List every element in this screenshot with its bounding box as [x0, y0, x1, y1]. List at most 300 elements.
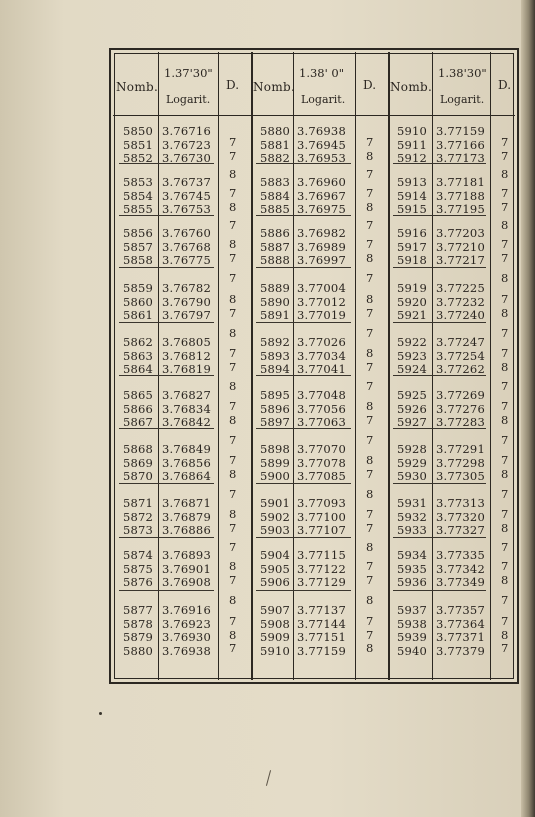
- table-difference-cell: 8: [366, 199, 374, 214]
- group-rule: [393, 163, 486, 164]
- table-number-cell: 5889: [260, 281, 291, 295]
- table-difference-cell: 7: [501, 539, 509, 554]
- table-difference-cell: 7: [229, 486, 237, 501]
- table-number-cell: 5930: [397, 469, 428, 483]
- table-number-cell: 5878: [123, 617, 154, 631]
- table-number-cell: 5852: [123, 151, 154, 165]
- table-logarithm-cell: 3.77276: [436, 402, 485, 416]
- table-difference-cell: 8: [229, 325, 237, 340]
- table-difference-cell: 7: [501, 148, 509, 163]
- table-logarithm-cell: 3.77342: [436, 562, 485, 576]
- table-difference-cell: 8: [366, 453, 374, 467]
- table-number-cell: 5892: [260, 335, 291, 349]
- table-difference-cell: 7: [366, 559, 374, 573]
- table-difference-cell: 7: [501, 399, 509, 413]
- difference-header: D.: [363, 78, 377, 92]
- table-difference-cell: 8: [366, 641, 374, 655]
- table-logarithm-cell: 3.77188: [436, 189, 485, 203]
- table-logarithm-cell: 3.77144: [297, 617, 346, 631]
- table-logarithm-cell: 3.77335: [436, 548, 485, 562]
- table-number-cell: 5903: [260, 523, 291, 537]
- table-difference-cell: 8: [366, 148, 374, 163]
- table-logarithm-cell: 3.77269: [436, 388, 485, 402]
- table-difference-cell: 7: [229, 148, 237, 163]
- table-difference-cell: 7: [501, 559, 509, 573]
- table-difference-cell: 7: [501, 507, 509, 521]
- table-number-cell: 5925: [397, 388, 428, 402]
- group-rule: [119, 267, 214, 268]
- table-logarithm-cell: 3.76879: [162, 510, 211, 524]
- group-rule: [119, 537, 214, 538]
- angle-header: 1.38' 0": [299, 66, 345, 80]
- table-number-cell: 5922: [397, 335, 428, 349]
- table-logarithm-cell: 3.76805: [162, 335, 211, 349]
- table-number-cell: 5893: [260, 349, 291, 363]
- table-number-cell: 5897: [260, 415, 291, 429]
- table-logarithm-cell: 3.77320: [436, 510, 485, 524]
- table-difference-cell: 7: [229, 641, 237, 655]
- table-logarithm-cell: 3.76819: [162, 362, 211, 376]
- table-logarithm-cell: 3.77034: [297, 349, 346, 363]
- table-difference-cell: 8: [229, 167, 237, 181]
- table-difference-cell: 8: [229, 412, 237, 427]
- table-difference-cell: 7: [366, 135, 374, 149]
- table-difference-cell: 7: [501, 486, 509, 501]
- table-number-cell: 5932: [397, 510, 428, 524]
- group-rule: [256, 428, 351, 429]
- table-difference-cell: 7: [501, 199, 509, 214]
- table-logarithm-cell: 3.76916: [162, 603, 211, 617]
- table-number-cell: 5867: [123, 415, 154, 429]
- block-separator: [388, 52, 390, 680]
- group-rule: [256, 322, 351, 323]
- table-logarithm-cell: 3.77357: [436, 603, 485, 617]
- table-difference-cell: 7: [501, 186, 509, 200]
- table-logarithm-cell: 3.76797: [162, 308, 211, 322]
- table-difference-cell: 8: [229, 507, 237, 521]
- table-difference-cell: 7: [501, 292, 509, 306]
- table-logarithm-cell: 3.77364: [436, 617, 485, 631]
- table-logarithm-cell: 3.77107: [297, 523, 346, 537]
- table-logarithm-cell: 3.76908: [162, 575, 211, 589]
- table-difference-cell: 8: [229, 466, 237, 481]
- table-difference-cell: 8: [501, 359, 509, 374]
- table-logarithm-cell: 3.76775: [162, 253, 211, 267]
- table-logarithm-cell: 3.77254: [436, 349, 485, 363]
- table-number-cell: 5888: [260, 253, 291, 267]
- table-number-cell: 5880: [260, 124, 291, 138]
- table-number-cell: 5863: [123, 349, 154, 363]
- table-difference-cell: 7: [501, 346, 509, 360]
- table-logarithm-cell: 3.77070: [297, 442, 346, 456]
- table-number-cell: 5909: [260, 630, 291, 644]
- column-separator: [158, 52, 159, 680]
- table-number-cell: 5880: [123, 644, 154, 658]
- table-number-cell: 5901: [260, 496, 291, 510]
- table-difference-cell: 8: [366, 346, 374, 360]
- table-number-cell: 5875: [123, 562, 154, 576]
- table-difference-cell: 8: [229, 559, 237, 573]
- table-logarithm-cell: 3.77283: [436, 415, 485, 429]
- table-logarithm-cell: 3.77217: [436, 253, 485, 267]
- table-number-cell: 5919: [397, 281, 428, 295]
- angle-header: 1.37'30": [164, 66, 213, 80]
- table-logarithm-cell: 3.76760: [162, 226, 211, 240]
- table-logarithm-cell: 3.77232: [436, 295, 485, 309]
- table-difference-cell: 7: [501, 641, 509, 655]
- table-logarithm-cell: 3.76730: [162, 151, 211, 165]
- table-number-cell: 5860: [123, 295, 154, 309]
- table-logarithm-cell: 3.77305: [436, 469, 485, 483]
- group-rule: [393, 428, 486, 429]
- table-difference-cell: 7: [501, 237, 509, 251]
- table-number-cell: 5940: [397, 644, 428, 658]
- table-number-cell: 5929: [397, 456, 428, 470]
- table-number-cell: 5877: [123, 603, 154, 617]
- group-rule: [119, 163, 214, 164]
- table-number-cell: 5904: [260, 548, 291, 562]
- table-logarithm-cell: 3.77129: [297, 575, 346, 589]
- table-logarithm-cell: 3.76953: [297, 151, 346, 165]
- table-difference-cell: 7: [229, 135, 237, 149]
- table-difference-cell: 8: [501, 305, 509, 320]
- table-logarithm-cell: 3.77298: [436, 456, 485, 470]
- table-difference-cell: 8: [501, 466, 509, 481]
- group-rule: [393, 537, 486, 538]
- table-difference-cell: 7: [229, 359, 237, 374]
- table-number-cell: 5855: [123, 202, 154, 216]
- table-number-cell: 5918: [397, 253, 428, 267]
- header-rule: [113, 115, 515, 116]
- table-number-cell: 5935: [397, 562, 428, 576]
- table-logarithm-cell: 3.76945: [297, 138, 346, 152]
- angle-header: 1.38'30": [438, 66, 487, 80]
- table-difference-cell: 7: [366, 379, 374, 393]
- table-number-cell: 5899: [260, 456, 291, 470]
- table-difference-cell: 8: [501, 271, 509, 285]
- table-number-cell: 5926: [397, 402, 428, 416]
- table-difference-cell: 7: [366, 614, 374, 628]
- table-number-cell: 5872: [123, 510, 154, 524]
- group-rule: [393, 590, 486, 591]
- table-number-cell: 5912: [397, 151, 428, 165]
- logarithm-header: Logarit.: [166, 93, 211, 106]
- table-logarithm-cell: 3.77166: [436, 138, 485, 152]
- group-rule: [256, 537, 351, 538]
- column-separator: [432, 52, 433, 680]
- table-logarithm-cell: 3.77159: [297, 644, 346, 658]
- table-logarithm-cell: 3.77195: [436, 202, 485, 216]
- table-number-cell: 5910: [260, 644, 291, 658]
- nomb-header: Nomb.: [116, 80, 159, 94]
- difference-header: D.: [498, 78, 512, 92]
- table-difference-cell: 8: [366, 486, 374, 501]
- table-number-cell: 5910: [397, 124, 428, 138]
- table-logarithm-cell: 3.76745: [162, 189, 211, 203]
- table-number-cell: 5870: [123, 469, 154, 483]
- table-difference-cell: 7: [366, 218, 374, 232]
- group-rule: [119, 322, 214, 323]
- table-difference-cell: 7: [229, 250, 237, 265]
- table-logarithm-cell: 3.76782: [162, 281, 211, 295]
- table-logarithm-cell: 3.77262: [436, 362, 485, 376]
- table-number-cell: 5914: [397, 189, 428, 203]
- group-rule: [393, 375, 486, 376]
- table-difference-cell: 7: [366, 412, 374, 427]
- table-logarithm-cell: 3.77056: [297, 402, 346, 416]
- table-logarithm-cell: 3.76975: [297, 202, 346, 216]
- table-number-cell: 5885: [260, 202, 291, 216]
- table-logarithm-cell: 3.76938: [297, 124, 346, 138]
- column-separator: [355, 52, 356, 680]
- table-logarithm-cell: 3.77115: [297, 548, 346, 562]
- table-logarithm-cell: 3.76856: [162, 456, 211, 470]
- table-difference-cell: 7: [366, 325, 374, 340]
- table-logarithm-cell: 3.76723: [162, 138, 211, 152]
- table-difference-cell: 7: [229, 218, 237, 232]
- table-number-cell: 5913: [397, 175, 428, 189]
- table-number-cell: 5906: [260, 575, 291, 589]
- table-number-cell: 5921: [397, 308, 428, 322]
- group-rule: [119, 590, 214, 591]
- table-number-cell: 5873: [123, 523, 154, 537]
- table-logarithm-cell: 3.77247: [436, 335, 485, 349]
- table-difference-cell: 8: [229, 237, 237, 251]
- table-number-cell: 5864: [123, 362, 154, 376]
- table-difference-cell: 8: [366, 292, 374, 306]
- table-difference-cell: 7: [229, 305, 237, 320]
- table-logarithm-cell: 3.77181: [436, 175, 485, 189]
- table-logarithm-cell: 3.77173: [436, 151, 485, 165]
- table-logarithm-cell: 3.76893: [162, 548, 211, 562]
- table-logarithm-cell: 3.77004: [297, 281, 346, 295]
- table-difference-cell: 7: [366, 627, 374, 642]
- table-logarithm-cell: 3.77210: [436, 240, 485, 254]
- table-number-cell: 5851: [123, 138, 154, 152]
- table-number-cell: 5917: [397, 240, 428, 254]
- table-logarithm-cell: 3.76982: [297, 226, 346, 240]
- table-logarithm-cell: 3.77240: [436, 308, 485, 322]
- table-difference-cell: 7: [501, 325, 509, 340]
- table-logarithm-cell: 3.77019: [297, 308, 346, 322]
- block-separator: [251, 52, 253, 680]
- table-difference-cell: 8: [501, 412, 509, 427]
- table-logarithm-cell: 3.76901: [162, 562, 211, 576]
- table-logarithm-cell: 3.76812: [162, 349, 211, 363]
- table-number-cell: 5882: [260, 151, 291, 165]
- table-number-cell: 5928: [397, 442, 428, 456]
- table-number-cell: 5881: [260, 138, 291, 152]
- group-rule: [119, 375, 214, 376]
- table-logarithm-cell: 3.77203: [436, 226, 485, 240]
- table-logarithm-cell: 3.76716: [162, 124, 211, 138]
- table-difference-cell: 8: [366, 250, 374, 265]
- table-logarithm-cell: 3.77093: [297, 496, 346, 510]
- table-logarithm-cell: 3.76737: [162, 175, 211, 189]
- table-difference-cell: 7: [366, 167, 374, 181]
- table-number-cell: 5900: [260, 469, 291, 483]
- table-difference-cell: 7: [501, 135, 509, 149]
- table-difference-cell: 8: [501, 520, 509, 535]
- table-number-cell: 5931: [397, 496, 428, 510]
- table-difference-cell: 7: [229, 614, 237, 628]
- table-difference-cell: 7: [229, 432, 237, 447]
- table-difference-cell: 7: [366, 271, 374, 285]
- table-difference-cell: 7: [229, 399, 237, 413]
- table-number-cell: 5936: [397, 575, 428, 589]
- table-logarithm-cell: 3.76960: [297, 175, 346, 189]
- table-difference-cell: 8: [501, 167, 509, 181]
- table-number-cell: 5865: [123, 388, 154, 402]
- table-logarithm-cell: 3.77041: [297, 362, 346, 376]
- group-rule: [119, 215, 214, 216]
- table-number-cell: 5908: [260, 617, 291, 631]
- table-difference-cell: 7: [366, 186, 374, 200]
- table-logarithm-cell: 3.77012: [297, 295, 346, 309]
- table-difference-cell: 8: [229, 627, 237, 642]
- table-number-cell: 5916: [397, 226, 428, 240]
- book-spine-edge: [521, 0, 535, 817]
- column-separator: [293, 52, 294, 680]
- column-separator: [218, 52, 219, 680]
- table-logarithm-cell: 3.77048: [297, 388, 346, 402]
- table-difference-cell: 7: [229, 572, 237, 587]
- table-logarithm-cell: 3.76938: [162, 644, 211, 658]
- table-difference-cell: 7: [229, 539, 237, 554]
- table-difference-cell: 7: [501, 379, 509, 393]
- group-rule: [256, 483, 351, 484]
- table-number-cell: 5853: [123, 175, 154, 189]
- table-number-cell: 5915: [397, 202, 428, 216]
- table-difference-cell: 7: [229, 271, 237, 285]
- table-difference-cell: 8: [229, 593, 237, 607]
- table-number-cell: 5891: [260, 308, 291, 322]
- group-rule: [393, 483, 486, 484]
- table-difference-cell: 8: [366, 399, 374, 413]
- table-logarithm-cell: 3.77085: [297, 469, 346, 483]
- table-number-cell: 5884: [260, 189, 291, 203]
- group-rule: [119, 483, 214, 484]
- table-logarithm-cell: 3.77349: [436, 575, 485, 589]
- table-logarithm-cell: 3.77327: [436, 523, 485, 537]
- column-separator: [490, 52, 491, 680]
- table-difference-cell: 7: [366, 432, 374, 447]
- table-difference-cell: 7: [229, 520, 237, 535]
- table-logarithm-cell: 3.76790: [162, 295, 211, 309]
- table-number-cell: 5883: [260, 175, 291, 189]
- table-logarithm-cell: 3.77137: [297, 603, 346, 617]
- table-number-cell: 5895: [260, 388, 291, 402]
- table-difference-cell: 7: [501, 614, 509, 628]
- table-difference-cell: 8: [229, 292, 237, 306]
- table-number-cell: 5939: [397, 630, 428, 644]
- group-rule: [256, 590, 351, 591]
- logarithm-header: Logarit.: [301, 93, 346, 106]
- table-logarithm-cell: 3.76768: [162, 240, 211, 254]
- table-logarithm-cell: 3.76753: [162, 202, 211, 216]
- table-logarithm-cell: 3.76842: [162, 415, 211, 429]
- table-number-cell: 5874: [123, 548, 154, 562]
- table-number-cell: 5927: [397, 415, 428, 429]
- table-number-cell: 5857: [123, 240, 154, 254]
- group-rule: [393, 215, 486, 216]
- table-difference-cell: 8: [229, 379, 237, 393]
- group-rule: [256, 267, 351, 268]
- table-logarithm-cell: 3.76886: [162, 523, 211, 537]
- table-difference-cell: 7: [366, 359, 374, 374]
- table-number-cell: 5879: [123, 630, 154, 644]
- table-logarithm-cell: 3.76864: [162, 469, 211, 483]
- table-difference-cell: 8: [501, 218, 509, 232]
- table-number-cell: 5890: [260, 295, 291, 309]
- table-logarithm-cell: 3.76834: [162, 402, 211, 416]
- table-logarithm-cell: 3.76923: [162, 617, 211, 631]
- group-rule: [256, 375, 351, 376]
- table-difference-cell: 7: [501, 250, 509, 265]
- table-number-cell: 5876: [123, 575, 154, 589]
- table-logarithm-cell: 3.77100: [297, 510, 346, 524]
- table-difference-cell: 7: [366, 237, 374, 251]
- table-logarithm-cell: 3.76989: [297, 240, 346, 254]
- table-number-cell: 5896: [260, 402, 291, 416]
- table-number-cell: 5937: [397, 603, 428, 617]
- table-number-cell: 5856: [123, 226, 154, 240]
- table-number-cell: 5859: [123, 281, 154, 295]
- table-number-cell: 5902: [260, 510, 291, 524]
- table-logarithm-cell: 3.76871: [162, 496, 211, 510]
- table-logarithm-cell: 3.77159: [436, 124, 485, 138]
- table-number-cell: 5886: [260, 226, 291, 240]
- table-number-cell: 5920: [397, 295, 428, 309]
- table-number-cell: 5854: [123, 189, 154, 203]
- table-difference-cell: 8: [366, 593, 374, 607]
- table-logarithm-cell: 3.77313: [436, 496, 485, 510]
- group-rule: [119, 428, 214, 429]
- table-number-cell: 5861: [123, 308, 154, 322]
- table-logarithm-cell: 3.77225: [436, 281, 485, 295]
- table-logarithm-cell: 3.77078: [297, 456, 346, 470]
- table-difference-cell: 8: [366, 539, 374, 554]
- table-logarithm-cell: 3.76997: [297, 253, 346, 267]
- table-difference-cell: 7: [229, 346, 237, 360]
- table-logarithm-cell: 3.77291: [436, 442, 485, 456]
- table-difference-cell: 7: [229, 453, 237, 467]
- table-number-cell: 5905: [260, 562, 291, 576]
- group-rule: [256, 215, 351, 216]
- table-logarithm-cell: 3.77063: [297, 415, 346, 429]
- nomb-header: Nomb.: [390, 80, 433, 94]
- table-difference-cell: 7: [501, 432, 509, 447]
- table-logarithm-cell: 3.77151: [297, 630, 346, 644]
- table-logarithm-cell: 3.77026: [297, 335, 346, 349]
- table-logarithm-cell: 3.76930: [162, 630, 211, 644]
- table-number-cell: 5923: [397, 349, 428, 363]
- table-logarithm-cell: 3.77379: [436, 644, 485, 658]
- table-number-cell: 5862: [123, 335, 154, 349]
- table-difference-cell: 8: [501, 627, 509, 642]
- ink-speck: [99, 712, 102, 715]
- group-rule: [393, 267, 486, 268]
- nomb-header: Nomb.: [253, 80, 296, 94]
- table-number-cell: 5938: [397, 617, 428, 631]
- table-number-cell: 5868: [123, 442, 154, 456]
- table-logarithm-cell: 3.76967: [297, 189, 346, 203]
- difference-header: D.: [226, 78, 240, 92]
- table-number-cell: 5894: [260, 362, 291, 376]
- table-difference-cell: 7: [366, 572, 374, 587]
- table-difference-cell: 7: [366, 520, 374, 535]
- table-number-cell: 5858: [123, 253, 154, 267]
